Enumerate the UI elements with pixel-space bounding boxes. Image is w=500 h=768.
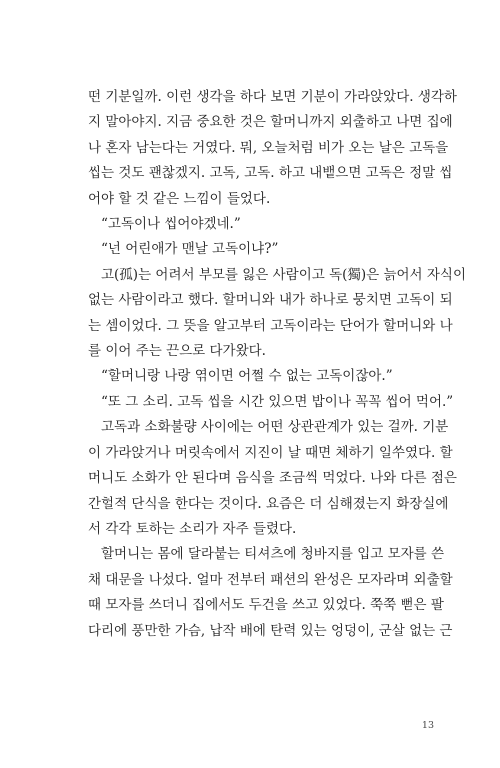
text-line: 없는 사람이라고 했다. 할머니와 내가 하나로 뭉치면 고독이 되	[88, 292, 453, 309]
text-line: 는 셈이었다. 그 뜻을 알고부터 고독이라는 단어가 할머니와 나	[88, 317, 453, 334]
text-line: 머니도 소화가 안 된다며 음식을 조금씩 먹었다. 나와 다른 점은	[88, 470, 457, 487]
text-line: 어야 할 것 같은 느낌이 들었다.	[88, 190, 271, 207]
dialogue-line: “할머니랑 나랑 엮이면 어쩔 수 없는 고독이잖아.”	[101, 368, 393, 385]
text-line: 간헐적 단식을 한다는 것이다. 요즘은 더 심해졌는지 화장실에	[88, 495, 449, 512]
text-line: 다리에 풍만한 가슴, 납작 배에 탄력 있는 엉덩이, 군살 없는 근	[88, 622, 453, 639]
text-line: 서 각각 토하는 소리가 자주 들렸다.	[88, 520, 297, 537]
text-line: 고독과 소화불량 사이에는 어떤 상관관계가 있는 걸까. 기분	[101, 419, 449, 436]
text-line: 나 혼자 남는다는 거였다. 뭐, 오늘처럼 비가 오는 날은 고독을	[88, 139, 449, 156]
text-line: 떤 기분일까. 이런 생각을 하다 보면 기분이 가라앉았다. 생각하	[88, 89, 457, 105]
text-line: 씹는 것도 괜찮겠지. 고독, 고독. 하고 내뱉으면 고독은 정말 씹	[88, 165, 453, 182]
dialogue-line: “넌 어린애가 맨날 고독이냐?”	[101, 241, 279, 258]
text-line: 지 말아야지. 지금 중요한 것은 할머니까지 외출하고 나면 집에	[88, 114, 453, 131]
dialogue-line: “또 그 소리. 고독 씹을 시간 있으면 밥이나 꼭꼭 씹어 먹어.”	[101, 393, 454, 410]
page-number: 13	[421, 720, 434, 731]
text-line: 때 모자를 쓰더니 집에서도 두건을 쓰고 있었다. 쭉쭉 뻗은 팔	[88, 597, 444, 614]
text-line: 채 대문을 나섰다. 얼마 전부터 패션의 완성은 모자라며 외출할	[88, 571, 453, 588]
dialogue-line: “고독이나 씹어야겠네.”	[101, 216, 241, 233]
text-line: 할머니는 몸에 달라붙는 티셔츠에 청바지를 입고 모자를 쓴	[101, 546, 445, 563]
text-line: 고(孤)는 어려서 부모를 잃은 사람이고 독(獨)은 늙어서 자식이	[101, 266, 467, 283]
text-line: 를 이어 주는 끈으로 다가왔다.	[88, 343, 266, 360]
text-line: 이 가라앉거나 머릿속에서 지진이 날 때면 체하기 일쑤였다. 할	[88, 444, 453, 461]
body-text	[88, 85, 467, 644]
